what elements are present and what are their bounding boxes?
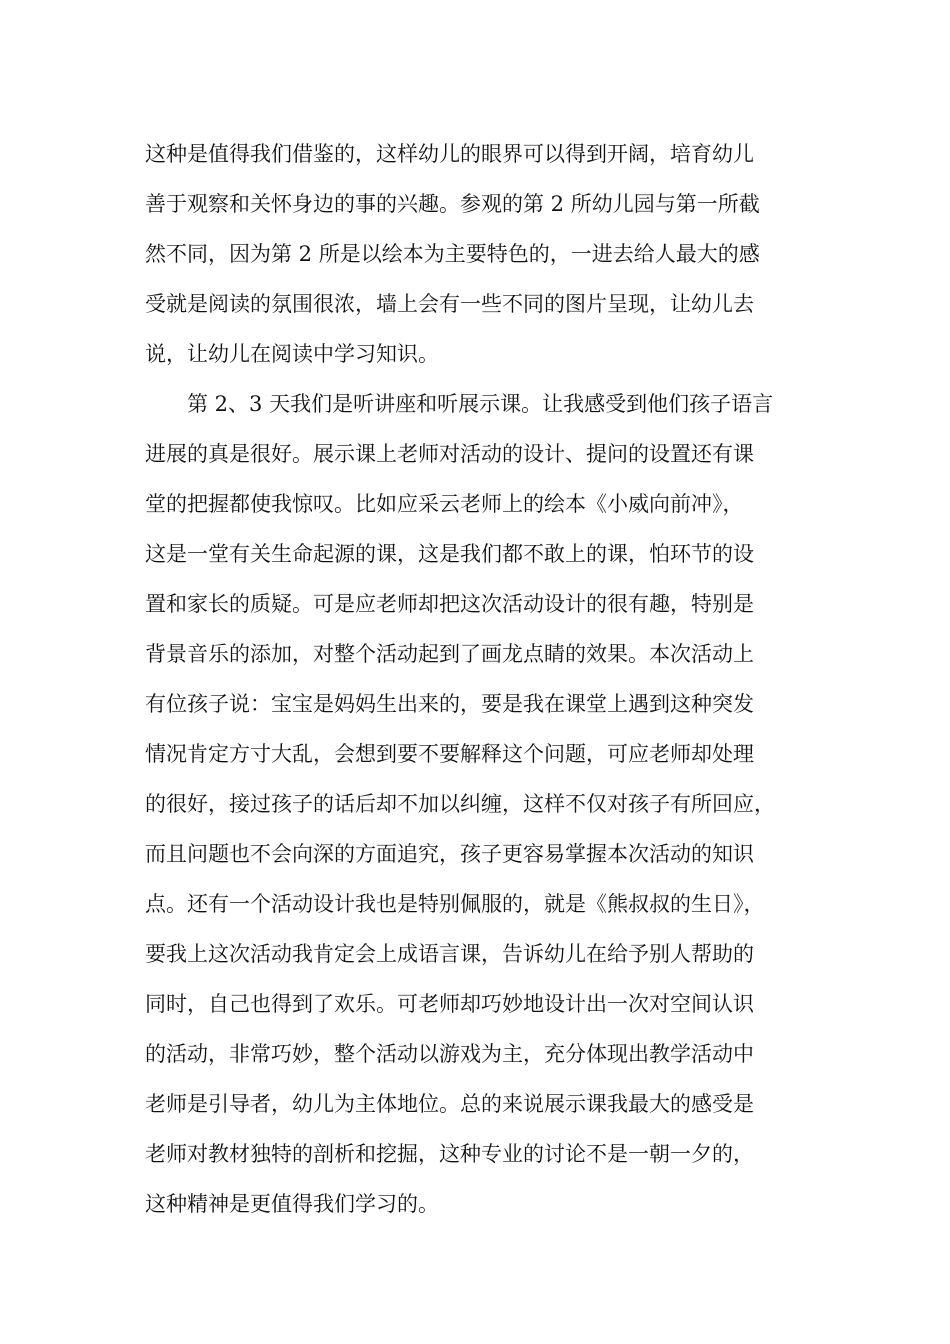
paragraph-2-line: 堂的把握都使我惊叹。比如应采云老师上的绘本《小威向前冲》， xyxy=(145,492,744,516)
paragraph-2-line: 置和家长的质疑。可是应老师却把这次活动设计的很有趣，特别是 xyxy=(145,592,754,616)
paragraph-2-line: 进展的真是很好。展示课上老师对活动的设计、提问的设置还有课 xyxy=(145,442,754,466)
paragraph-2-line: 点。还有一个活动设计我也是特别佩服的，就是《熊叔叔的生日》， xyxy=(145,892,765,916)
paragraph-2-line: 老师对教材独特的剖析和挖掘，这种专业的讨论不是一朝一夕的， xyxy=(145,1142,754,1166)
paragraph-2-line: 而且问题也不会向深的方面追究，孩子更容易掌握本次活动的知识 xyxy=(145,842,754,866)
paragraph-1-line: 受就是阅读的氛围很浓，墙上会有一些不同的图片呈现，让幼儿去 xyxy=(145,292,754,316)
paragraph-1-line: 然不同，因为第 2 所是以绘本为主要特色的，一进去给人最大的感 xyxy=(145,242,760,266)
paragraph-2-line: 的很好，接过孩子的话后却不加以纠缠，这样不仅对孩子有所回应， xyxy=(145,792,775,816)
paragraph-1-line: 善于观察和关怀身边的事的兴趣。参观的第 2 所幼儿园与第一所截 xyxy=(145,192,760,216)
paragraph-2-line: 的活动，非常巧妙，整个活动以游戏为主，充分体现出教学活动中 xyxy=(145,1042,754,1066)
paragraph-2-line: 老师是引导者，幼儿为主体地位。总的来说展示课我最大的感受是 xyxy=(145,1092,754,1116)
paragraph-2-line: 背景音乐的添加，对整个活动起到了画龙点睛的效果。本次活动上 xyxy=(145,642,754,666)
paragraph-2-line: 第 2、3 天我们是听讲座和听展示课。让我感受到他们孩子语言 xyxy=(187,392,774,416)
paragraph-1-line: 说，让幼儿在阅读中学习知识。 xyxy=(145,342,439,366)
paragraph-2-line: 情况肯定方寸大乱，会想到要不要解释这个问题，可应老师却处理 xyxy=(145,742,754,766)
paragraph-2-line: 同时，自己也得到了欢乐。可老师却巧妙地设计出一次对空间认识 xyxy=(145,992,754,1016)
paragraph-2-line: 这是一堂有关生命起源的课，这是我们都不敢上的课，怕环节的设 xyxy=(145,542,754,566)
paragraph-2-line: 有位孩子说：宝宝是妈妈生出来的，要是我在课堂上遇到这种突发 xyxy=(145,692,754,716)
paragraph-1-line: 这种是值得我们借鉴的，这样幼儿的眼界可以得到开阔，培育幼儿 xyxy=(145,142,754,166)
paragraph-2-line: 这种精神是更值得我们学习的。 xyxy=(145,1192,439,1216)
paragraph-2-line: 要我上这次活动我肯定会上成语言课，告诉幼儿在给予别人帮助的 xyxy=(145,942,754,966)
